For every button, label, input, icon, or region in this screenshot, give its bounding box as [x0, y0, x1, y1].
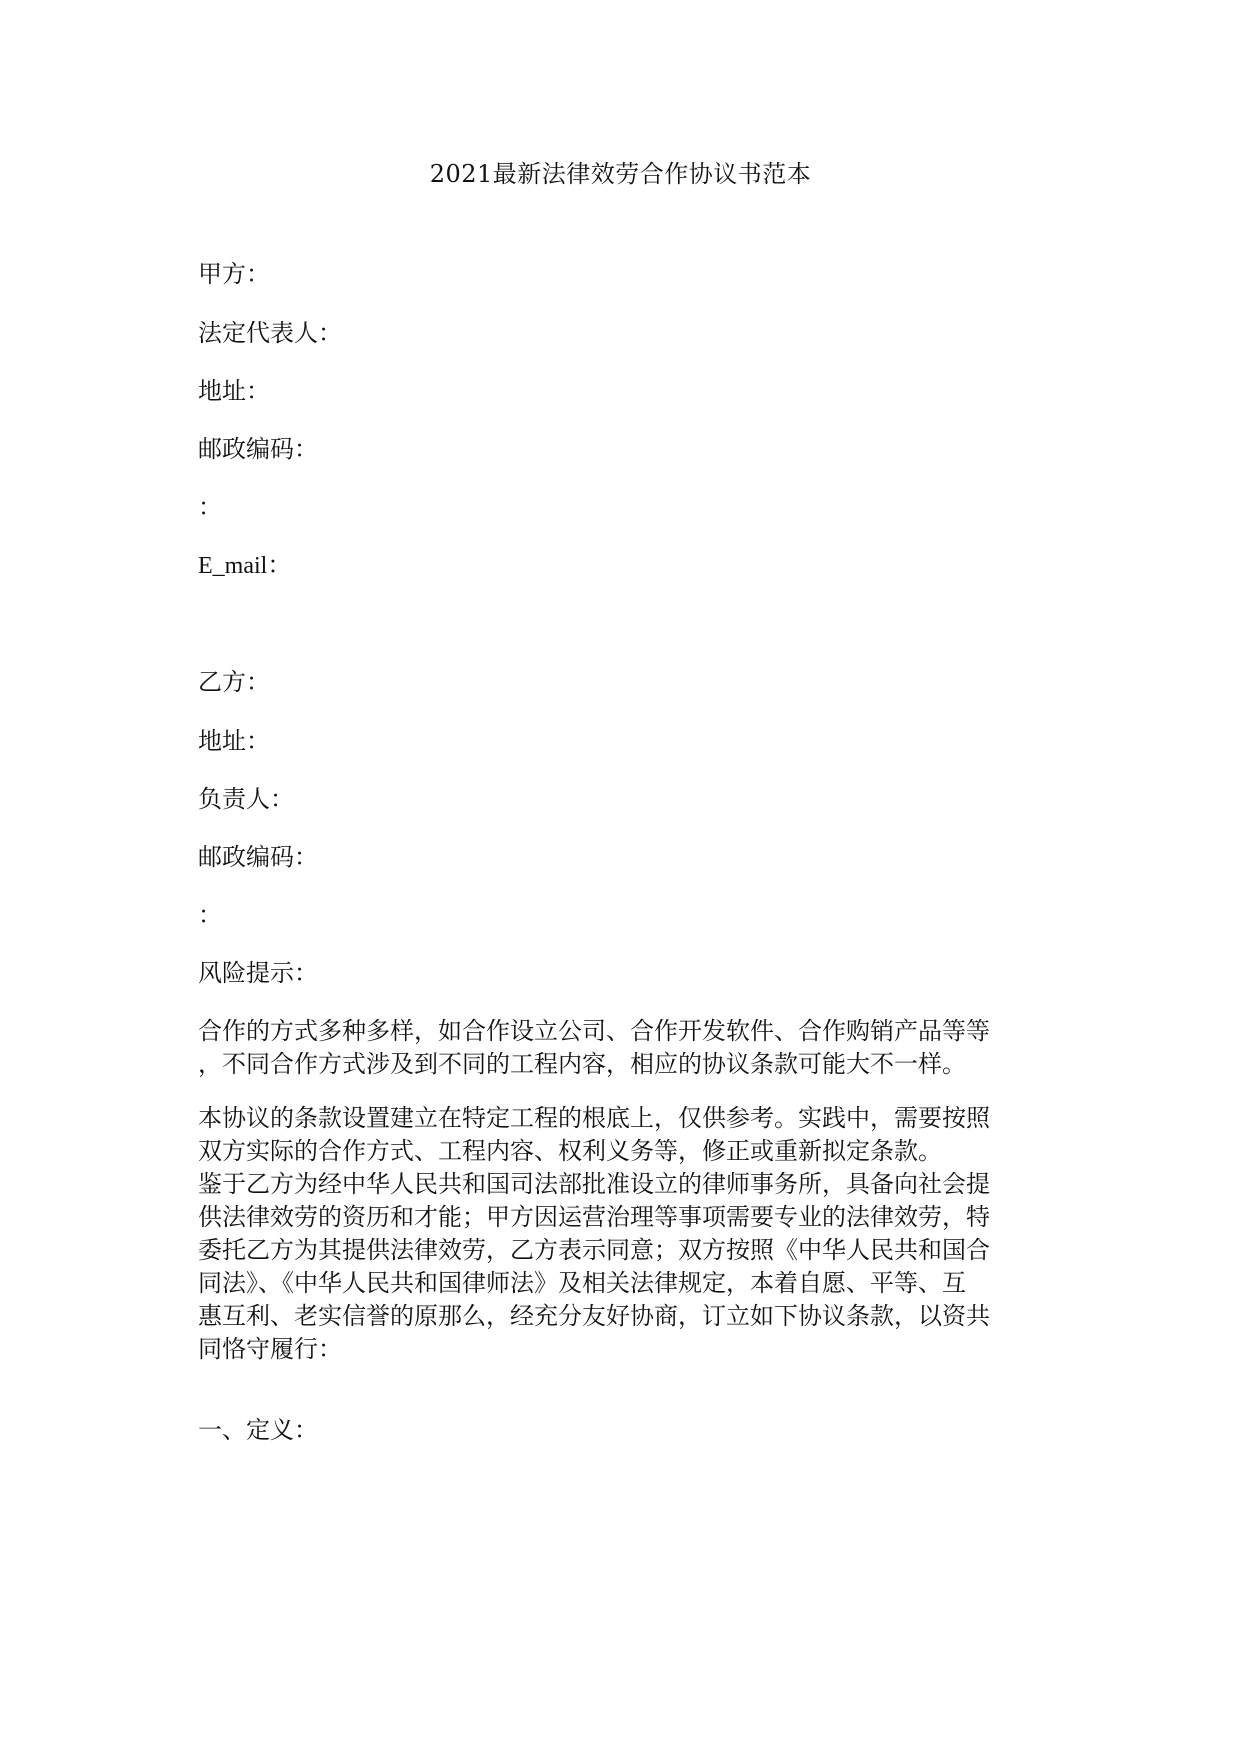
- party-a-postcode-label: 邮政编码：: [198, 435, 318, 463]
- reference-paragraph-line: 双方实际的合作方式、工程内容、权利义务等，修正或重新拟定条款。: [198, 1137, 942, 1165]
- party-a-legal-rep-label: 法定代表人：: [198, 319, 342, 347]
- risk-paragraph-line: 合作的方式多种多样，如合作设立公司、合作开发软件、合作购销产品等等: [198, 1017, 990, 1045]
- party-a-email-label: E_mail：: [198, 553, 292, 579]
- recital-paragraph: [198, 1168, 1033, 1366]
- recital-paragraph-line: 惠互利、老实信誉的原那么，经充分友好协商，订立如下协议条款，以资共: [198, 1302, 990, 1330]
- party-a-name-label: 甲方：: [198, 260, 270, 288]
- recital-paragraph-line: 同恪守履行：: [198, 1335, 342, 1363]
- party-a-blank-label: ：: [198, 493, 222, 521]
- risk-paragraph-line: ，不同合作方式涉及到不同的工程内容，相应的协议条款可能大不一样。: [198, 1050, 966, 1078]
- party-a-address-label: 地址：: [198, 377, 270, 405]
- party-b-name-label: 乙方：: [198, 668, 270, 696]
- party-b-responsible-label: 负责人：: [198, 785, 294, 813]
- recital-paragraph-line: 供法律效劳的资历和才能；甲方因运营治理等事项需要专业的法律效劳，特: [198, 1203, 990, 1231]
- reference-paragraph: [198, 1102, 1033, 1168]
- party-b-address-label: 地址：: [198, 727, 270, 755]
- document-title: 2021最新法律效劳合作协议书范本: [429, 160, 812, 188]
- recital-paragraph-line: 委托乙方为其提供法律效劳，乙方表示同意；双方按照《中华人民共和国合: [198, 1236, 990, 1264]
- section-one-heading: 一、定义：: [198, 1416, 318, 1444]
- risk-paragraph: [198, 1015, 1033, 1081]
- party-b-postcode-label: 邮政编码：: [198, 843, 318, 871]
- reference-paragraph-line: 本协议的条款设置建立在特定工程的根底上，仅供参考。实践中，需要按照: [198, 1104, 990, 1132]
- recital-paragraph-line: 鉴于乙方为经中华人民共和国司法部批准设立的律师事务所，具备向社会提: [198, 1170, 990, 1198]
- recital-paragraph-line: 同法》、《中华人民共和国律师法》及相关法律规定，本着自愿、平等、互: [198, 1269, 966, 1297]
- risk-heading: 风险提示：: [198, 959, 318, 987]
- party-b-blank-label: ：: [198, 901, 222, 929]
